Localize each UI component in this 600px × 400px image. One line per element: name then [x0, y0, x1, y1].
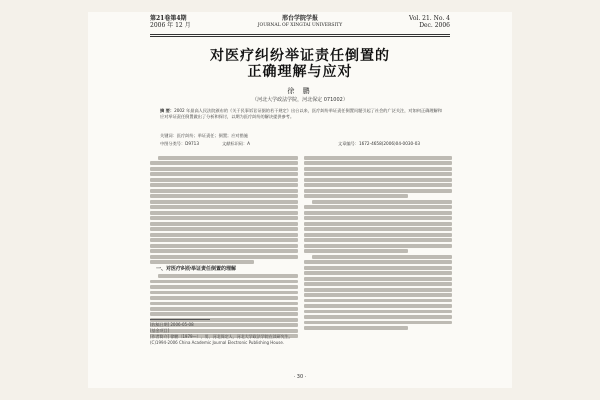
- copyright-line: (C)1994-2006 China Academic Journal Electronic Publishing House.: [150, 340, 285, 345]
- issue-left: 第21卷第4期: [150, 15, 187, 22]
- header-rule-thick: [150, 34, 450, 35]
- author-name: 徐 鹏: [287, 87, 313, 95]
- header-right: [409, 15, 450, 29]
- article-title-line-1: 对医疗纠纷举证责任倒置的: [210, 48, 390, 64]
- document-code: 文献标识码：A: [222, 141, 250, 146]
- journal-title-cn: 邢台学院学报: [281, 15, 318, 22]
- footnote-rule: [150, 319, 210, 320]
- fund-note: [基金项目]: [150, 328, 170, 333]
- journal-title-en: JOURNAL OF XINGTAI UNIVERSITY: [257, 23, 343, 28]
- page-number: · 30 ·: [293, 374, 307, 380]
- header-center: [0, 15, 600, 29]
- abstract: [160, 108, 442, 120]
- section-heading: 一、对医疗纠纷举证责任倒置的理解: [156, 266, 237, 273]
- date-right: Dec. 2006: [419, 22, 450, 29]
- received-date: [收稿日期] 2006-05-08: [150, 322, 194, 327]
- keywords: 关键词：医疗纠纷；举证责任；倒置；应对措施: [160, 133, 248, 138]
- article-number: 文章编号：1672-4658(2006)04-0030-03: [338, 141, 421, 146]
- issue-right: Vol. 21. No. 4: [409, 15, 450, 22]
- body-column-left: [150, 156, 298, 340]
- abstract-label: 摘 要：: [160, 108, 175, 113]
- author-bio: [作者简介] 徐鹏（1979—），男，河北保定人，河北大学政法学院在读研究生。: [150, 334, 293, 339]
- body-column-right: [304, 156, 452, 332]
- clc-number: 中图分类号：D9713: [160, 141, 200, 146]
- header-rule-thin: [150, 36, 450, 37]
- article-title-line-2: 正确理解与应对: [247, 64, 353, 80]
- date-left: 2006 年 12 月: [150, 22, 191, 29]
- abstract-text: 2002 年最高人民法院颁布的《关于民事诉讼证据的若干规定》出台以来，医疗纠纷举证责任倒置问题引起了社会的广泛关注，对如何正确理解和应对举证责任倒置做出了分析和探讨，以期为医疗纠纷的解决提供参考。: [160, 108, 442, 119]
- author-affiliation: （河北大学政法学院，河北保定 071002）: [252, 97, 348, 103]
